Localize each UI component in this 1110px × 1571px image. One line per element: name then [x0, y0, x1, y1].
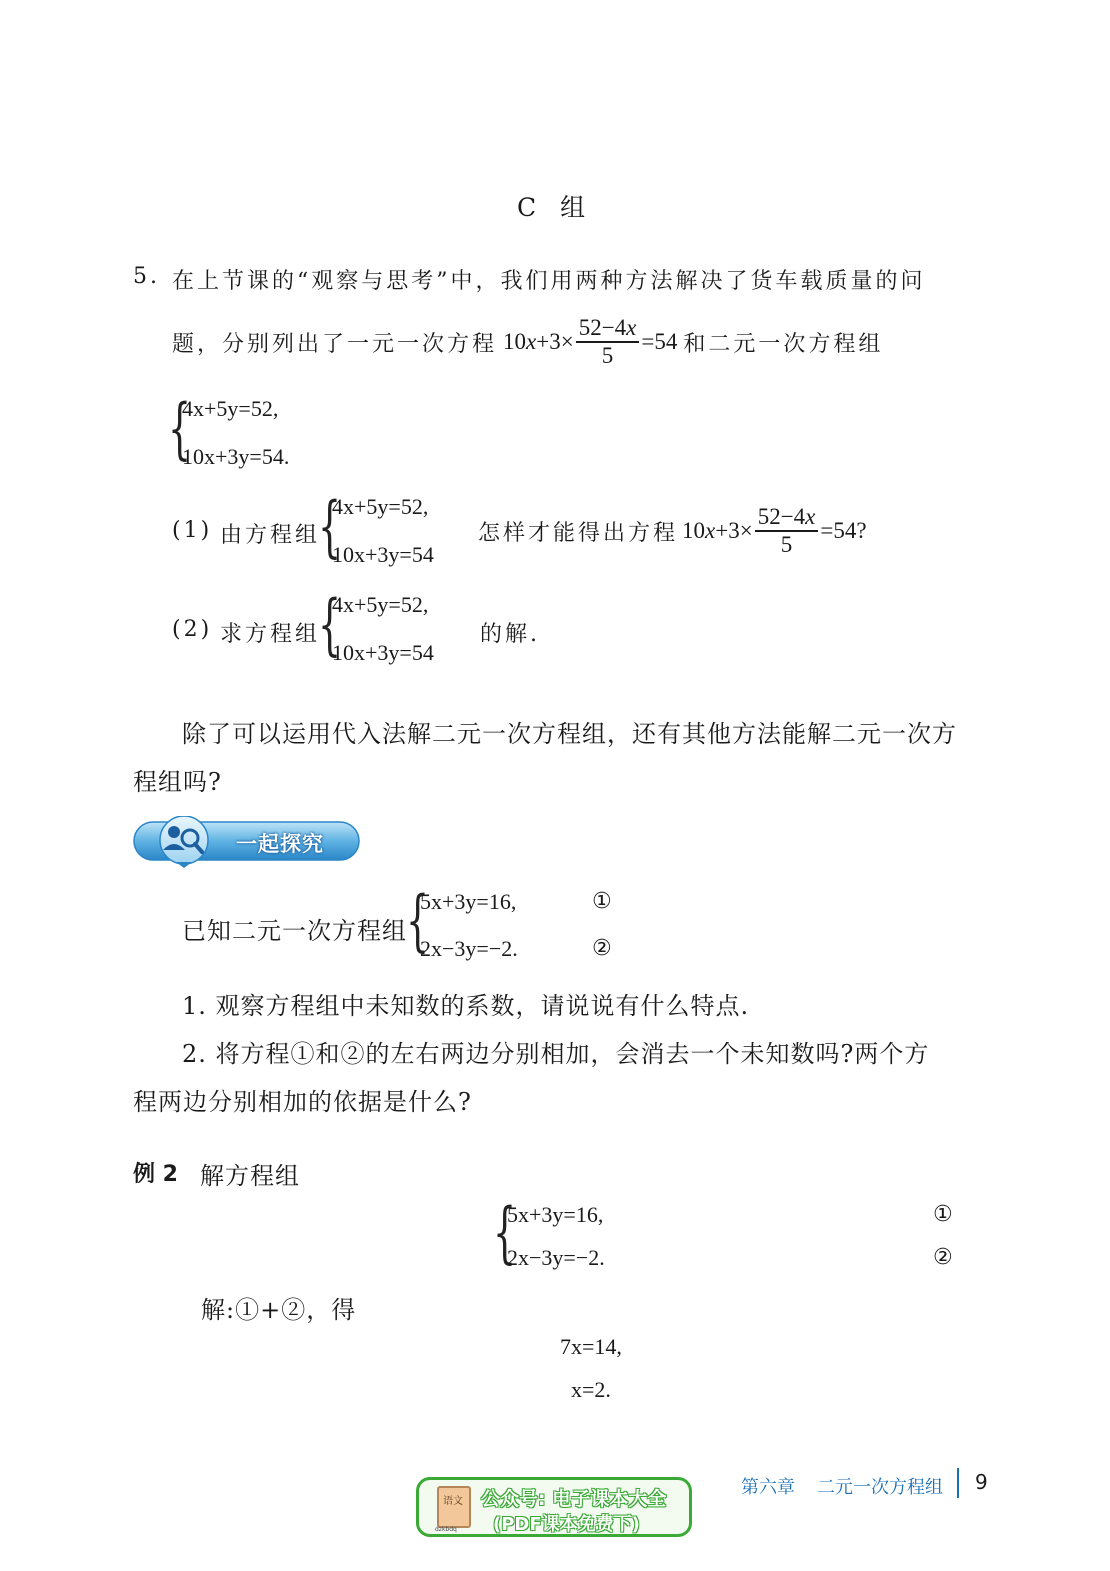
- system-equation-1: 4x+5y=52,: [182, 396, 279, 421]
- footer-chapter: 第六章: [741, 1477, 795, 1498]
- example-marker-2: ②: [933, 1245, 953, 1270]
- question-1-tail: [478, 502, 867, 560]
- question-2-equation-2: 10x+3y=54: [332, 640, 434, 665]
- footer-chapter-title: 二元一次方程组: [817, 1477, 943, 1498]
- explore-badge-label: 一起探究: [236, 832, 324, 856]
- example-equation-1: 5x+3y=16,: [507, 1202, 604, 1227]
- exercise-line-1: 在上节课的“观察与思考”中，我们用两种方法解决了货车载质量的问: [172, 269, 926, 294]
- system-equation-2: 10x+3y=54.: [182, 444, 290, 469]
- watermark-line-1: 公众号: 电子课本大全: [481, 1488, 667, 1510]
- explore-item-2-line-1: 2. 将方程①和②的左右两边分别相加，会消去一个未知数吗?两个方: [182, 1040, 930, 1068]
- exercise-line-2-suffix: 和二元一次方程组: [683, 331, 884, 357]
- fraction: [576, 315, 640, 369]
- question-2-equation-1: 4x+5y=52,: [332, 592, 429, 617]
- watermark-book-icon: [437, 1486, 471, 1528]
- explore-marker-2: ②: [592, 936, 612, 961]
- watermark-icon-text: 语文: [443, 1496, 463, 1507]
- exercise-number: 5.: [133, 264, 160, 289]
- intro-line-1: 除了可以运用代入法解二元一次方程组，还有其他方法能解二元一次方: [182, 720, 957, 748]
- watermark-icon-caption: dzkbdq: [435, 1526, 457, 1533]
- question-1-fraction-numerator: 52−4: [757, 504, 806, 530]
- question-1-eq-a: 10: [682, 518, 706, 543]
- question-2-suffix: 的解.: [480, 622, 540, 647]
- equation-var: x: [526, 329, 537, 354]
- question-1-fraction-numerator-var: x: [805, 504, 816, 530]
- section-heading: C 组: [517, 193, 594, 222]
- question-1-fraction-denominator: 5: [780, 531, 793, 557]
- exercise-line-2: [172, 312, 883, 372]
- equation-b: +3×: [536, 329, 574, 354]
- example-title: 解方程组: [200, 1162, 300, 1190]
- example-marker-1: ①: [933, 1202, 953, 1227]
- example-brace: {: [493, 1194, 517, 1271]
- question-1-eq-b: +3×: [715, 518, 753, 543]
- question-1-brace: {: [318, 488, 342, 565]
- exercise-line-2-prefix: 题，分别列出了一元一次方程: [172, 331, 498, 357]
- system-brace: {: [168, 390, 192, 467]
- solution-step-1: 7x=14,: [560, 1334, 622, 1359]
- question-2-brace: {: [318, 586, 342, 663]
- intro-line-2: 程组吗?: [133, 768, 222, 796]
- magnifier-people-icon: [160, 816, 208, 864]
- question-1-eq-c: =54?: [820, 518, 867, 543]
- explore-marker-1: ①: [592, 889, 612, 914]
- explore-item-1: 1. 观察方程组中未知数的系数，请说说有什么特点.: [182, 992, 750, 1020]
- explore-equation-1: 5x+3y=16,: [420, 889, 517, 914]
- solution-step-2: x=2.: [571, 1377, 611, 1402]
- equation-c: =54: [641, 329, 678, 354]
- footer-divider: [957, 1468, 959, 1498]
- solution-intro: 解:①+②，得: [201, 1296, 357, 1324]
- explore-badge: [132, 816, 362, 868]
- question-1-fraction: [755, 504, 819, 558]
- question-1-suffix: 怎样才能得出方程: [478, 520, 679, 546]
- fraction-denominator: 5: [601, 342, 614, 368]
- fraction-numerator: 52−4: [578, 315, 627, 341]
- page-number: 9: [975, 1470, 988, 1494]
- explore-item-2-line-2: 程两边分别相加的依据是什么?: [133, 1088, 472, 1116]
- explore-prefix: 已知二元一次方程组: [182, 917, 407, 945]
- question-1-equation-2: 10x+3y=54: [332, 542, 434, 567]
- watermark-line-2: (PDF课本免费下): [493, 1514, 640, 1535]
- example-equation-2: 2x−3y=−2.: [507, 1245, 605, 1270]
- question-2-label: (2): [172, 617, 213, 642]
- watermark-badge: [416, 1477, 692, 1537]
- explore-brace: {: [406, 882, 430, 959]
- question-1-label: (1): [172, 518, 213, 543]
- question-1-prefix: 由方程组: [220, 523, 321, 548]
- question-2-prefix: 求方程组: [220, 622, 321, 647]
- explore-equation-2: 2x−3y=−2.: [420, 936, 518, 961]
- equation-a: 10: [503, 329, 527, 354]
- example-label: 例 2: [133, 1162, 178, 1187]
- question-1-eq-var: x: [705, 518, 716, 543]
- question-1-equation-1: 4x+5y=52,: [332, 494, 429, 519]
- fraction-numerator-var: x: [626, 315, 637, 341]
